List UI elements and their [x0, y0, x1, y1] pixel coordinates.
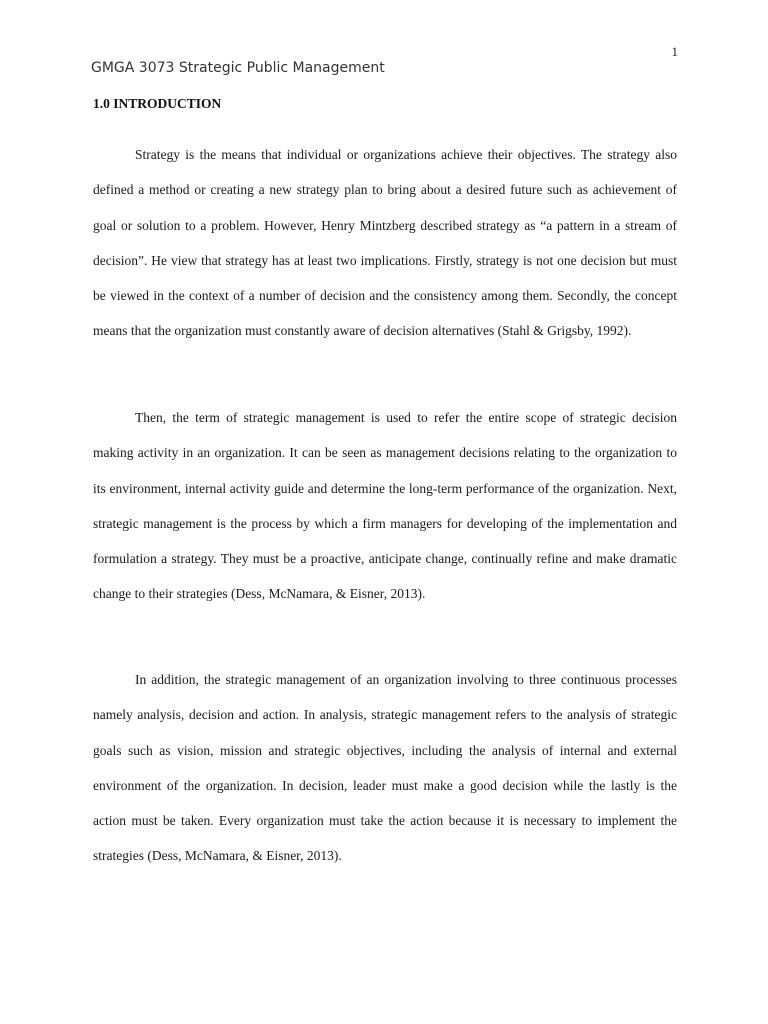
running-header: GMGA 3073 Strategic Public Management	[91, 60, 385, 76]
section-heading: 1.0 INTRODUCTION	[93, 96, 222, 111]
body-paragraph: Strategy is the means that individual or organizations achieve their objectives. The strategy also defined a method or creating a new strategy plan to bring about a desired future such as achievement of goal or solution to a problem. However, Henry Mintzberg described strategy as “a pattern in a stream of decision”. He view that strategy has at least two implications. Firstly, strategy is not one decision but must be viewed in the context of a number of decision and the consistency among them. Secondly, the concept means that the organization must constantly aware of decision alternatives (Stahl & Grigsby, 1992).	[93, 147, 677, 339]
page-number: 1	[671, 44, 678, 59]
body-paragraph: Then, the term of strategic management is used to refer the entire scope of strategic decision making activity in an organization. It can be seen as management decisions relating to the organization to its environment, internal activity guide and determine the long-term performance of the organization. Next, strategic management is the process by which a firm managers for developing of the implementation and formulation a strategy. They must be a proactive, anticipate change, continually refine and make dramatic change to their strategies (Dess, McNamara, & Eisner, 2013).	[93, 410, 677, 602]
body-paragraph: In addition, the strategic management of an organization involving to three continuous processes namely analysis, decision and action. In analysis, strategic management refers to the analysis of strategic goals such as vision, mission and strategic objectives, including the analysis of internal and external environment of the organization. In decision, leader must make a good decision while the lastly is the action must be taken. Every organization must take the action because it is necessary to implement the strategies (Dess, McNamara, & Eisner, 2013).	[93, 672, 677, 864]
